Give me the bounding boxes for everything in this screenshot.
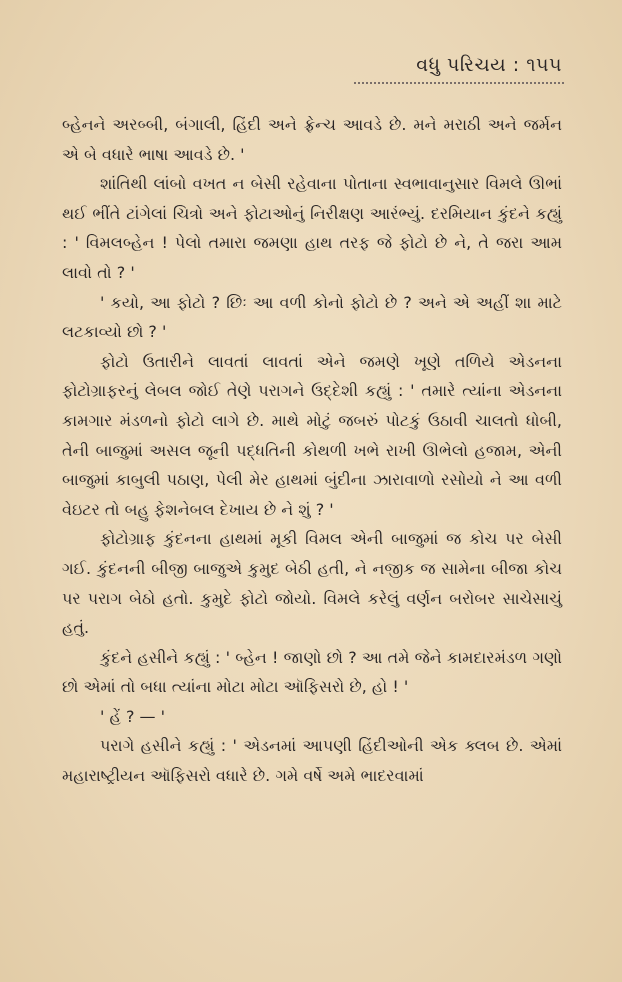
- body-text: [62, 110, 562, 791]
- paragraph: શાંતિથી લાંબો વખત ન બેસી રહેવાના પોતાના સ્વભાવાનુસાર વિમલે ઊભાં થઈ ભીંતે ટાંગેલાં ચિત્રો અને ફોટાઓનું નિરીક્ષણ આરંભ્યું. દરમિયાન કુંદને કહ્યું : ' વિમલબ્હેન ! પેલો તમારા જમણા હાથ તરફ જે ફોટો છે ને, તે જરા આમ લાવો તો ? ': [62, 174, 562, 282]
- paragraph: ફોટો ઉતારીને લાવતાં લાવતાં એને જમણે ખૂણે તળિયે એડનના ફોટોગ્રાફરનું લેબલ જોઈ તેણે પરાગને ઉદ્દેશી કહ્યું : ' તમારે ત્યાંના એડનના કામગાર મંડળનો ફોટો લાગે છે. માથે મોટું જબરું પોટકું ઉઠાવી ચાલતો ધોબી, તેની બાજુમાં અસલ જૂની પદ્ધતિની કોથળી ખભે રાખી ઊભેલો હજામ, એની બાજુમાં કાબુલી પઠાણ, પેલી મેર હાથમાં બુંદીના ઝારાવાળો રસોયો ને આ વળી વેઇટર તો બહુ ફેશનેબલ દેખાય છે ને શું ? ': [62, 351, 562, 519]
- header-dotted-rule: [354, 82, 564, 84]
- running-header: વધુ પરિચય : ૧૫૫: [416, 54, 562, 76]
- paragraph: ' કયો, આ ફોટો ? છિઃ આ વળી કોનો ફોટો છે ? અને એ અહીં શા માટે લટકાવ્યો છો ? ': [62, 292, 562, 342]
- paragraph: ' હેં ? — ': [100, 706, 166, 726]
- paragraph: બ્હેનને અરબ્બી, બંગાલી, હિંદી અને ફ્રેન્ચ આવડે છે. મને મરાઠી અને જર્મન એ બે વધારે ભાષા આવડે છે. ': [62, 115, 562, 164]
- paragraph: કુંદને હસીને કહ્યું : ' બ્હેન ! જાણો છો ? આ તમે જેને કામદારમંડળ ગણો છો એમાં તો બધા ત્યાંના મોટા મોટા ઑફિસરો છે, હો ! ': [62, 647, 562, 697]
- paragraph: ફોટોગ્રાફ કુંદનના હાથમાં મૂકી વિમલ એની બાજુમાં જ કોચ પર બેસી ગઈ. કુંદનની બીજી બાજુએ કુમુદ બેઠી હતી, ને નજીક જ સામેના બીજા કોચ પર પરાગ બેઠો હતો. કુમુદે ફોટો જોયો. વિમલે કરેલું વર્ણન બરોબર સાચેસાચું હતું.: [62, 529, 562, 638]
- paragraph: પરાગે હસીને કહ્યું : ' એડનમાં આપણી હિંદીઓની એક ક્લબ છે. એમાં મહારાષ્ટ્રીયન ઑફિસરો વધારે છે. ગમે વર્ષે અમે ભાદરવામાં: [62, 736, 562, 786]
